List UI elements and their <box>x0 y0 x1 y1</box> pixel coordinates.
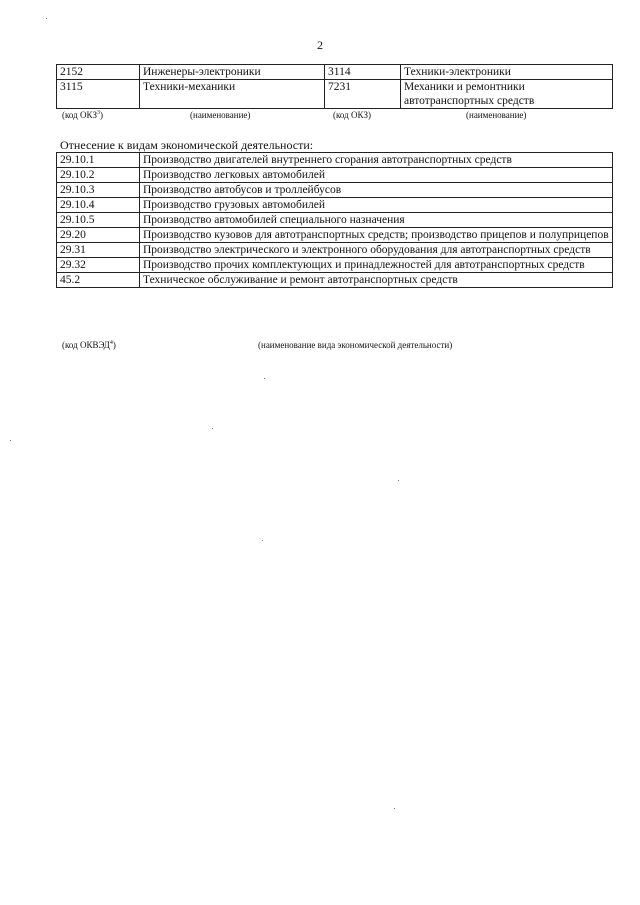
table-row <box>57 198 613 213</box>
scan-speck <box>264 378 265 379</box>
scan-speck <box>46 18 47 19</box>
okz-name-cell: Механики и ремонтники автотранспортных средств <box>401 80 613 109</box>
table-row <box>57 168 613 183</box>
table-row <box>57 273 613 288</box>
ved-name-cell: Производство грузовых автомобилей <box>140 198 613 213</box>
ved-name-caption: (наименование вида экономической деятельности) <box>258 340 453 350</box>
okz-table <box>56 64 613 109</box>
ved-name-cell: Производство автомобилей специального назначения <box>140 213 613 228</box>
okz-name-caption-2: (наименование) <box>466 110 527 120</box>
table-row <box>57 153 613 168</box>
ved-name-cell: Техническое обслуживание и ремонт автотранспортных средств <box>140 273 613 288</box>
ved-code-cell: 29.10.1 <box>57 153 140 168</box>
ved-code-caption: (код ОКВЭД$^4$) <box>62 340 116 350</box>
ved-name-cell: Производство автобусов и троллейбусов <box>140 183 613 198</box>
okz-name-cell: Техники-механики <box>140 80 325 109</box>
scan-speck <box>212 428 213 429</box>
table-row <box>57 258 613 273</box>
ved-code-cell: 29.10.3 <box>57 183 140 198</box>
ved-table <box>56 152 613 288</box>
page-number: 2 <box>317 38 323 52</box>
okz-name-cell: Техники-электроники <box>401 65 613 80</box>
ved-code-cell: 29.31 <box>57 243 140 258</box>
table-row <box>57 65 613 80</box>
ved-name-cell: Производство электрического и электронного оборудования для автотранспортных средств <box>140 243 613 258</box>
table-row <box>57 183 613 198</box>
okz-code-cell: 3114 <box>325 65 401 80</box>
ved-code-cell: 45.2 <box>57 273 140 288</box>
ved-code-cell: 29.32 <box>57 258 140 273</box>
scan-speck <box>10 440 11 441</box>
ved-code-cell: 29.20 <box>57 228 140 243</box>
ved-name-cell: Производство легковых автомобилей <box>140 168 613 183</box>
ved-code-cell: 29.10.4 <box>57 198 140 213</box>
ved-code-cell: 29.10.5 <box>57 213 140 228</box>
scan-speck <box>394 808 395 809</box>
scan-speck <box>398 480 399 481</box>
okz-code-caption: (код ОКЗ$^3$) <box>62 110 103 120</box>
okz-name-caption: (наименование) <box>190 110 251 120</box>
okz-code-cell: 3115 <box>57 80 140 109</box>
okz-code-caption-2: (код ОКЗ) <box>333 110 371 120</box>
okz-code-cell: 7231 <box>325 80 401 109</box>
ved-name-cell: Производство кузовов для автотранспортных средств; производство прицепов и полуприцепов <box>140 228 613 243</box>
okz-name-cell: Инженеры-электроники <box>140 65 325 80</box>
table-row <box>57 213 613 228</box>
scan-speck <box>262 540 263 541</box>
ved-code-cell: 29.10.2 <box>57 168 140 183</box>
table-row <box>57 243 613 258</box>
ved-heading: Отнесение к видам экономической деятельности: <box>60 138 314 152</box>
table-row <box>57 228 613 243</box>
ved-name-cell: Производство прочих комплектующих и принадлежностей для автотранспортных средств <box>140 258 613 273</box>
table-row <box>57 80 613 109</box>
okz-code-cell: 2152 <box>57 65 140 80</box>
ved-name-cell: Производство двигателей внутреннего сгорания автотранспортных средств <box>140 153 613 168</box>
